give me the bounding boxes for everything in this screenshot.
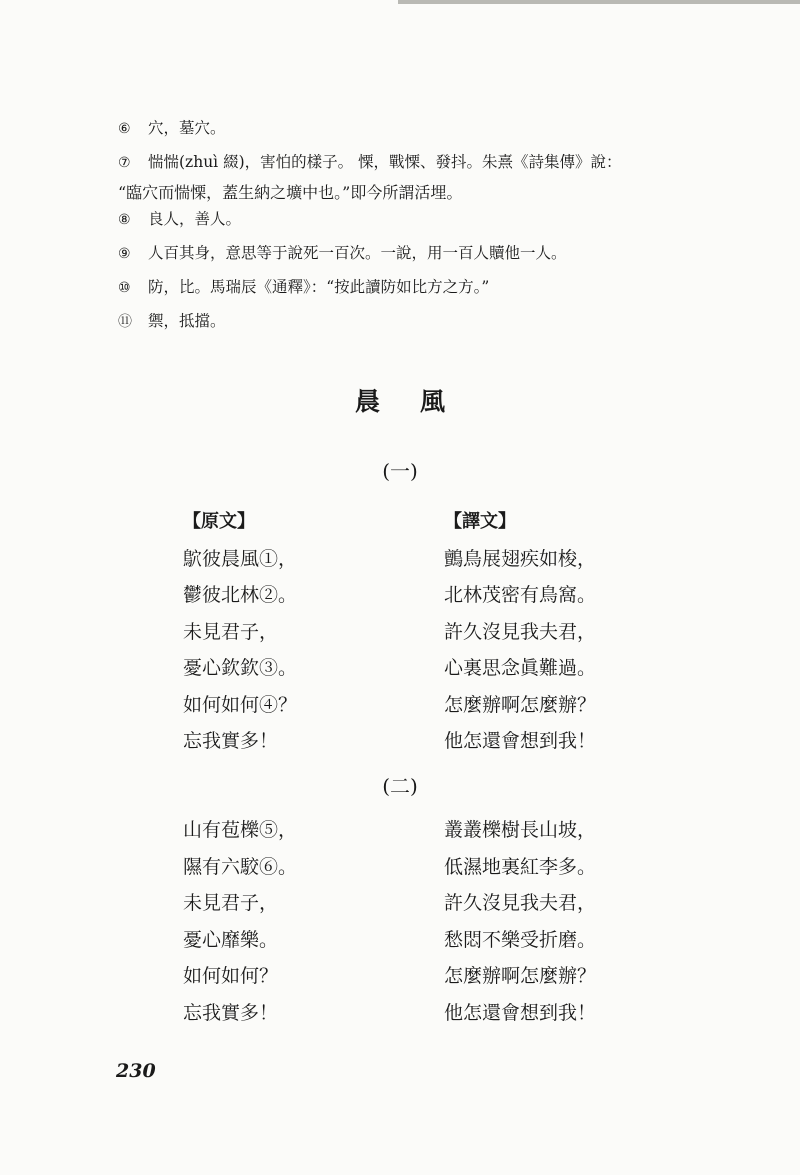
translation-column-2 [444, 812, 596, 1031]
original-line: 如何如何④？ [183, 693, 298, 716]
footnote-number: ⑧ [118, 212, 131, 228]
original-line: 山有苞櫟⑤， [183, 819, 298, 841]
translation-line: 他怎還會想到我！ [444, 1001, 597, 1024]
translation-line: 心裏思念眞難過。 [444, 657, 597, 679]
translation-header: 【譯文】 [444, 511, 516, 532]
footnote-number: ⑪ [118, 314, 132, 330]
footnote-text: 惴惴(zhuì 綴)，害怕的樣子。 慄，戰慄、發抖。朱熹《詩集傳》說： [148, 153, 622, 171]
poem-title: 晨風 [354, 387, 485, 416]
translation-line: 鸇鳥展翅疾如梭， [444, 547, 597, 570]
original-column-2 [183, 812, 297, 1031]
original-line: 鬱彼北林②。 [183, 584, 298, 606]
footnote-number: ⑨ [118, 246, 131, 262]
original-line: 隰有六駮⑥。 [183, 855, 298, 878]
footnote-6 [118, 112, 718, 146]
original-header: 【原文】 [183, 511, 255, 532]
footnote-text: 人百其身，意思等于說死一百次。一說，用一百人贖他一人。 [148, 244, 567, 262]
page-number: 230 [116, 1060, 156, 1082]
translation-line: 許久沒見我夫君， [444, 892, 597, 914]
original-line: 憂心靡樂。 [183, 928, 279, 951]
original-line: 鴥彼晨風①， [183, 547, 298, 570]
stanza-label-1: (一) [382, 459, 418, 483]
translation-line: 怎麼辦啊怎麼辦？ [444, 693, 597, 716]
original-line: 未見君子， [183, 892, 279, 914]
footnote-11 [118, 305, 718, 339]
footnote-8 [118, 203, 718, 237]
footnote-number: ⑩ [118, 280, 131, 296]
footnote-10 [118, 271, 718, 305]
footnote-text: 禦，抵擋。 [148, 312, 226, 330]
footnote-text: 穴，墓穴。 [148, 119, 226, 137]
original-column-1 [183, 504, 297, 760]
footnote-text: 防，比。馬瑞辰《通釋》：“按此讀防如比方之方。” [148, 278, 490, 296]
translation-line: 許久沒見我夫君， [444, 620, 597, 643]
translation-line: 北林茂密有鳥窩。 [444, 584, 597, 606]
top-rule [398, 0, 800, 4]
translation-line: 叢叢櫟樹長山坡， [444, 819, 597, 841]
original-line: 如何如何？ [183, 965, 279, 987]
translation-line: 低濕地裏紅李多。 [444, 855, 597, 878]
original-line: 忘我實多！ [183, 1001, 279, 1024]
translation-line: 愁悶不樂受折磨。 [444, 928, 597, 951]
original-line: 憂心欽欽③。 [183, 657, 298, 679]
footnote-text: 良人，善人。 [148, 210, 242, 228]
original-line: 未見君子， [183, 620, 279, 643]
footnote-7-continuation: “臨穴而惴慄，蓋生納之壙中也。”即今所謂活埋。 [118, 183, 463, 202]
stanza-label-2: (二) [382, 774, 418, 798]
footnote-9 [118, 237, 718, 271]
footnotes [118, 112, 718, 339]
original-line: 忘我實多！ [183, 730, 279, 752]
footnote-number: ⑥ [118, 121, 131, 137]
footnote-number: ⑦ [118, 155, 131, 171]
translation-column-1 [444, 504, 596, 760]
translation-line: 他怎還會想到我！ [444, 730, 597, 752]
translation-line: 怎麼辦啊怎麼辦？ [444, 965, 597, 987]
footnote-7 [118, 146, 718, 180]
